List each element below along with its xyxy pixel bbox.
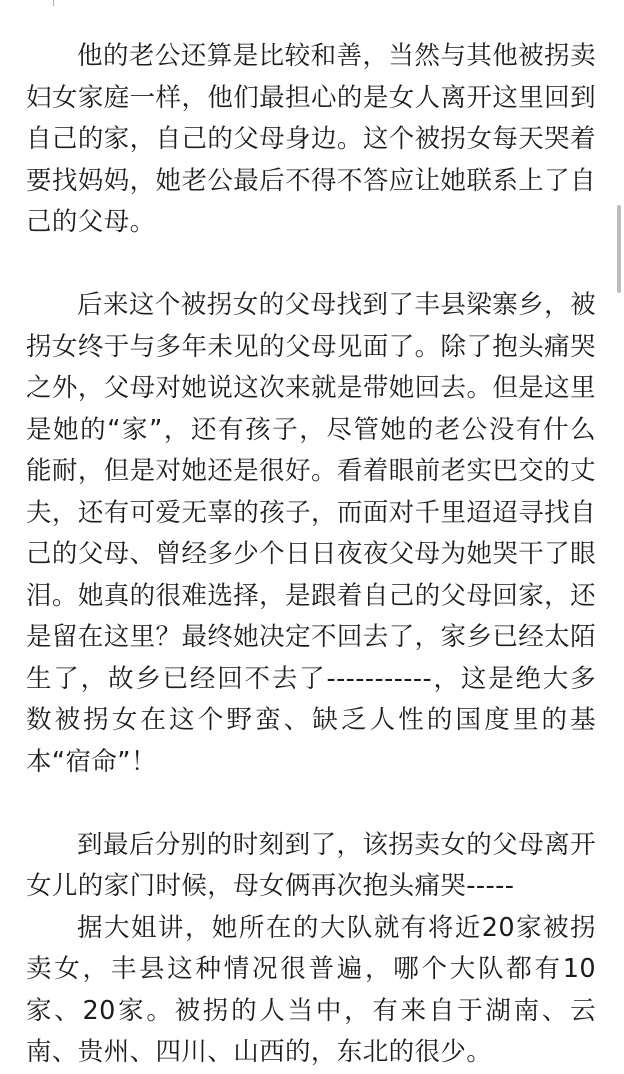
paragraph-spacer: [26, 244, 596, 286]
article-paragraph-2: 后来这个被拐女的父母找到了丰县梁寨乡，被拐女终于与多年未见的父母见面了。除了抱头痛哭之外，父母对她说这次来就是带她回去。但是这里是她的“家”，还有孩子，尽管她的老公没有什么能耐，但是对她还是很好。看着眼前老实巴交的丈夫，还有可爱无辜的孩子，而面对千里迢迢寻找自己的父母、曾经多少个日日夜夜父母为她哭干了眼泪。她真的很难选择，是跟着自己的父母回家，还是留在这里？最终她决定不回去了，家乡已经太陌生了，故乡已经回不去了-----------，这是绝大多数被拐女在这个野蛮、缺乏人性的国度里的基本“宿命”！: [26, 290, 596, 777]
top-edge-mark: [53, 0, 54, 6]
article-paragraph-1: 他的老公还算是比较和善，当然与其他被拐卖妇女家庭一样，他们最担心的是女人离开这里回到自己的家，自己的父母身边。这个被拐女每天哭着要找妈妈，她老公最后不得不答应让她联系上了自己的父母。: [26, 41, 596, 237]
paragraph-spacer: [26, 783, 596, 825]
article-paragraph-4: 据大姐讲，她所在的大队就有将近20家被拐卖女，丰县这种情况很普遍，哪个大队都有10家、20家。被拐的人当中，有来自于湖南、云南、贵州、四川、山西的，东北的很少。: [26, 912, 596, 1067]
article-paragraph-3: 到最后分别的时刻到了，该拐卖女的父母离开女儿的家门时候，母女俩再次抱头痛哭-----: [26, 829, 596, 901]
vertical-scrollbar[interactable]: [617, 205, 621, 293]
